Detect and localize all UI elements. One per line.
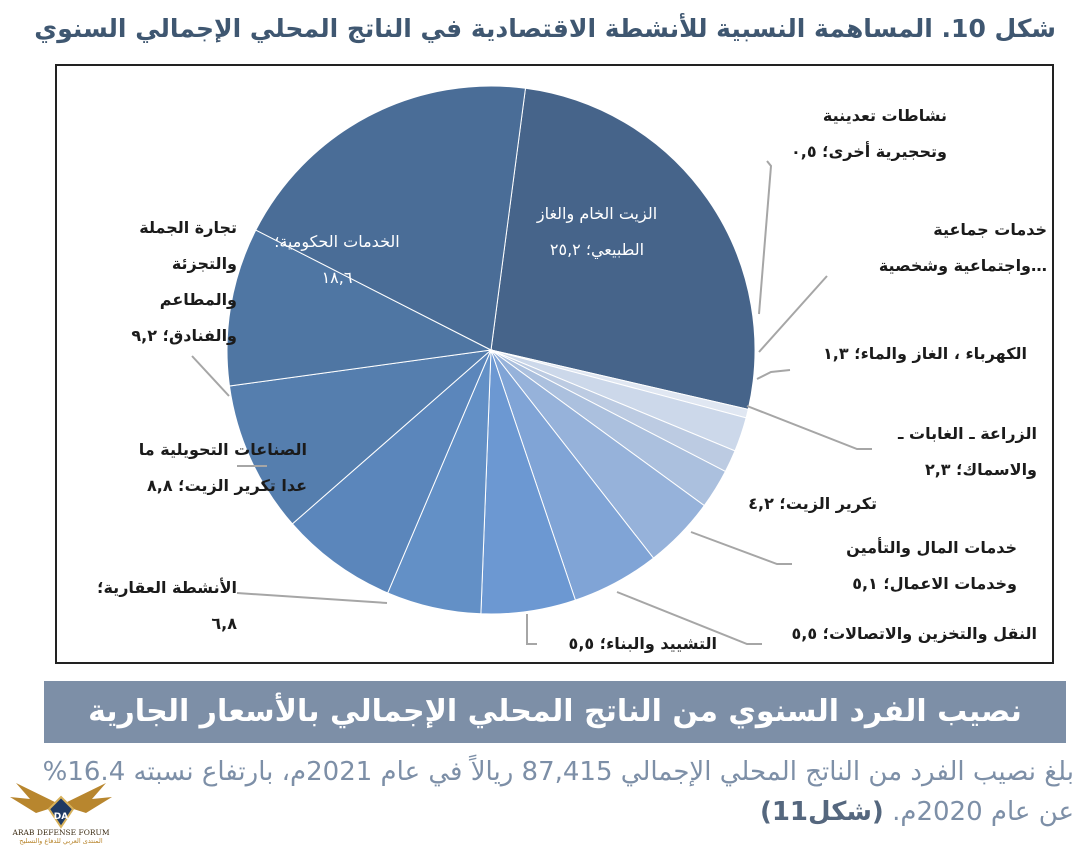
logo-line1: ARAB DEFENSE FORUM [12, 828, 110, 837]
slice-label: الزراعة ـ الغابات ـ والاسماك؛ ٢,٣ [897, 424, 1037, 479]
figure-reference: (شكل11) [759, 797, 884, 827]
logo-line2: المنتدى العربي للدفاع والتسليح [19, 837, 103, 845]
section-banner: نصيب الفرد السنوي من الناتج المحلي الإجمالي بالأسعار الجارية [44, 681, 1066, 743]
slice-label: خدمات المال والتأمين وخدمات الاعمال؛ ٥,١ [846, 538, 1017, 593]
leader-line [759, 161, 771, 314]
slice-label: التشييد والبناء؛ ٥,٥ [568, 634, 717, 653]
slice-label: الأنشطة العقارية؛ ٦,٨ [97, 578, 237, 633]
arab-defense-forum-logo [6, 775, 116, 845]
figure-title: شكل 10. المساهمة النسبية للأنشطة الاقتصادية في الناتج المحلي الإجمالي السنوي [34, 14, 1056, 43]
paragraph-text: بلغ نصيب الفرد من الناتج المحلي الإجمالي 87,415 ريالاً في عام 2021م، بارتفاع نسبته 16.4% عن عام 2020م. [42, 757, 1074, 827]
body-paragraph [34, 752, 1074, 832]
slice-label: الزيت الخام والغاز الطبيعي؛ ٢٥,٢ [536, 204, 658, 259]
slice-label: تجارة الجملة والتجزئة والمطاعم والفنادق؛ ٩,٢ [131, 218, 237, 345]
pie-chart-frame [55, 64, 1054, 664]
slice-label: النقل والتخزين والاتصالات؛ ٥,٥ [791, 624, 1037, 643]
slice-label: تكرير الزيت؛ ٤,٢ [748, 494, 877, 513]
logo-mark: DA [53, 812, 69, 822]
slice-label: نشاطات تعدينية وتحجيرية أخرى؛ ٠,٥ [791, 106, 947, 161]
slice-label: خدمات جماعية …واجتماعية وشخصية [878, 220, 1047, 275]
slice-label: الصناعات التحويلية ما عدا تكرير الزيت؛ ٨,٨ [138, 440, 307, 495]
slice-label: الكهرباء ، الغاز والماء؛ ١,٣ [823, 344, 1027, 363]
leader-line [192, 356, 229, 396]
slice-label: الخدمات الحكومية؛ ١٨,٦ [274, 232, 400, 287]
leader-line [237, 593, 387, 603]
